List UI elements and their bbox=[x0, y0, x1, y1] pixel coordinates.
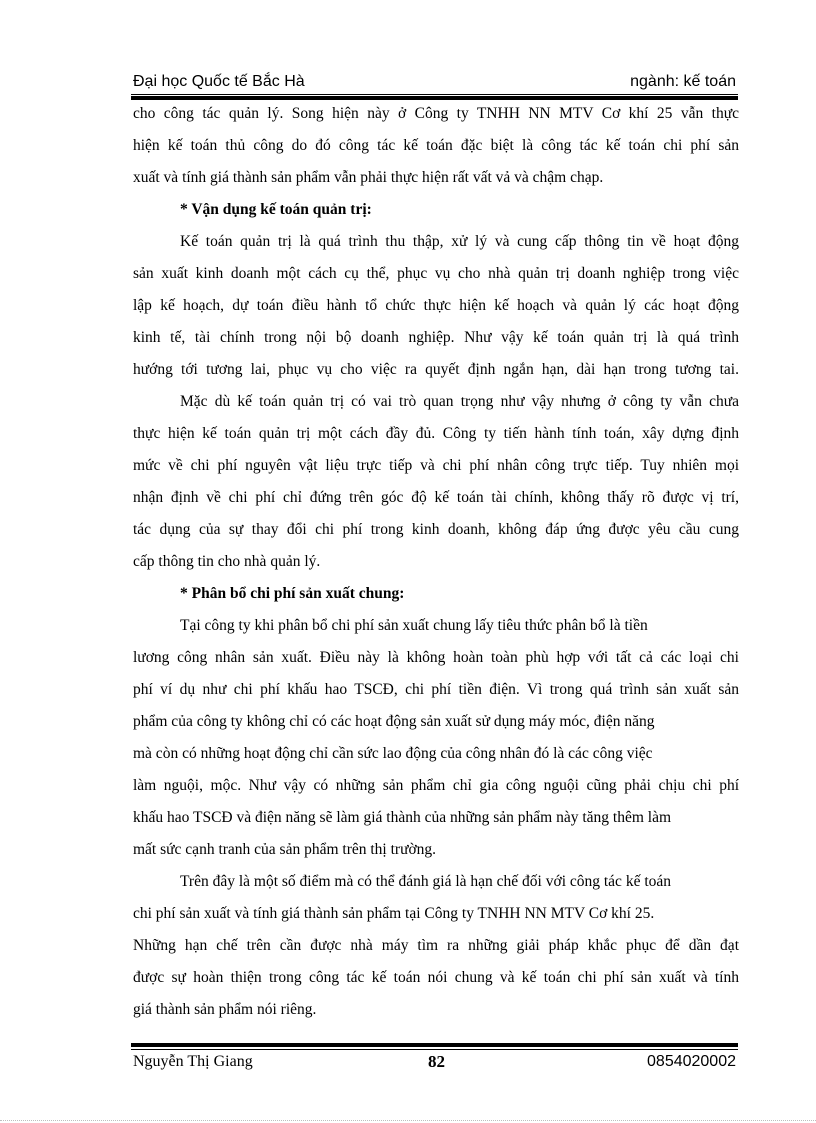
page-body bbox=[133, 98, 739, 1026]
footer-rule-thin bbox=[131, 1049, 738, 1050]
body-line: Trên đây là một số điểm mà có thể đánh giá là hạn chế đối với công tác kế toán bbox=[180, 873, 672, 890]
body-line: lập kế hoạch, dự toán điều hành tổ chức thực hiện kế hoạch và quản lý các hoạt động bbox=[133, 297, 739, 314]
body-line: Mặc dù kế toán quản trị có vai trò quan trọng như vậy nhưng ở công ty vẫn chưa bbox=[180, 393, 739, 410]
footer-student-id: 0854020002 bbox=[647, 1053, 736, 1070]
body-line: nhận định về chi phí chỉ đứng trên góc độ kế toán tài chính, không thấy rõ được vị trí, bbox=[133, 489, 739, 506]
body-line: mất sức cạnh tranh của sản phẩm trên thị trường. bbox=[133, 841, 437, 858]
footer-author: Nguyễn Thị Giang bbox=[133, 1053, 253, 1070]
section-heading-management-accounting: * Vận dụng kế toán quản trị: bbox=[180, 201, 372, 218]
body-line: tác dụng của sự thay đổi chi phí trong kinh doanh, không đáp ứng được yêu cầu cung bbox=[133, 521, 739, 538]
body-line: mà còn có những hoạt động chỉ cần sức lao động của công nhân đó là các công việc bbox=[133, 745, 653, 762]
header-school-name: Đại học Quốc tế Bắc Hà bbox=[133, 73, 305, 90]
body-line: giá thành sản phẩm nói riêng. bbox=[133, 1001, 317, 1018]
body-line: sản xuất kinh doanh một cách cụ thể, phục vụ cho nhà quản trị doanh nghiệp trong việc bbox=[133, 265, 739, 282]
body-line: xuất và tính giá thành sản phẩm vẫn phải thực hiện rất vất vả và chậm chạp. bbox=[133, 169, 604, 186]
page-footer bbox=[131, 1051, 738, 1073]
body-line: khấu hao TSCĐ và điện năng sẽ làm giá thành của những sản phẩm này tăng thêm làm bbox=[133, 809, 672, 826]
body-line: cho công tác quản lý. Song hiện này ở Công ty TNHH NN MTV Cơ khí 25 vẫn thực bbox=[133, 105, 739, 122]
page-edge-divider bbox=[0, 1120, 816, 1121]
footer-rule-thick bbox=[131, 1043, 738, 1047]
page-header bbox=[131, 72, 738, 94]
body-line: làm nguội, mộc. Như vậy có những sản phẩm chỉ gia công nguội cũng phải chịu chi phí bbox=[133, 777, 739, 794]
body-line: hiện kế toán thủ công do đó công tác kế toán đặc biệt là công tác kế toán chi phí sản bbox=[133, 137, 739, 154]
body-line: kinh tế, tài chính trong nội bộ doanh nghiệp. Như vậy kế toán quản trị là quá trình bbox=[133, 329, 739, 346]
page-number: 82 bbox=[428, 1052, 445, 1071]
body-line: Những hạn chế trên cần được nhà máy tìm ra những giải pháp khắc phục để dần đạt bbox=[133, 937, 739, 954]
body-line: cấp thông tin cho nhà quản lý. bbox=[133, 553, 321, 570]
body-line: chi phí sản xuất và tính giá thành sản phẩm tại Công ty TNHH NN MTV Cơ khí 25. bbox=[133, 905, 655, 922]
body-line: mức về chi phí nguyên vật liệu trực tiếp và chi phí nhân công trực tiếp. Tuy nhiên mọi bbox=[133, 457, 739, 474]
body-line: được sự hoàn thiện trong công tác kế toán nói chung và kế toán chi phí sản xuất và tính bbox=[133, 969, 739, 986]
body-line: hướng tới tương lai, phục vụ cho việc ra quyết định ngắn hạn, dài hạn trong tương tai. bbox=[133, 361, 739, 378]
body-line: phẩm của công ty không chỉ có các hoạt động sản xuất sử dụng máy móc, điện năng bbox=[133, 713, 655, 730]
header-rule-thin bbox=[131, 94, 738, 95]
body-line: Tại công ty khi phân bổ chi phí sản xuất chung lấy tiêu thức phân bổ là tiền bbox=[180, 617, 648, 634]
body-line: lương công nhân sản xuất. Điều này là không hoàn toàn phù hợp với tất cả các loại chi bbox=[133, 649, 739, 666]
body-line: Kế toán quản trị là quá trình thu thập, xử lý và cung cấp thông tin về hoạt động bbox=[180, 233, 739, 250]
section-heading-overhead-allocation: * Phân bổ chi phí sản xuất chung: bbox=[180, 585, 405, 602]
body-line: phí ví dụ như chi phí khấu hao TSCĐ, chi phí tiền điện. Vì trong quá trình sản xuất sản bbox=[133, 681, 739, 698]
header-major: ngành: kế toán bbox=[630, 73, 736, 90]
body-line: thực hiện kế toán quản trị một cách đầy đủ. Công ty tiến hành tính toán, xây dựng định bbox=[133, 425, 739, 442]
